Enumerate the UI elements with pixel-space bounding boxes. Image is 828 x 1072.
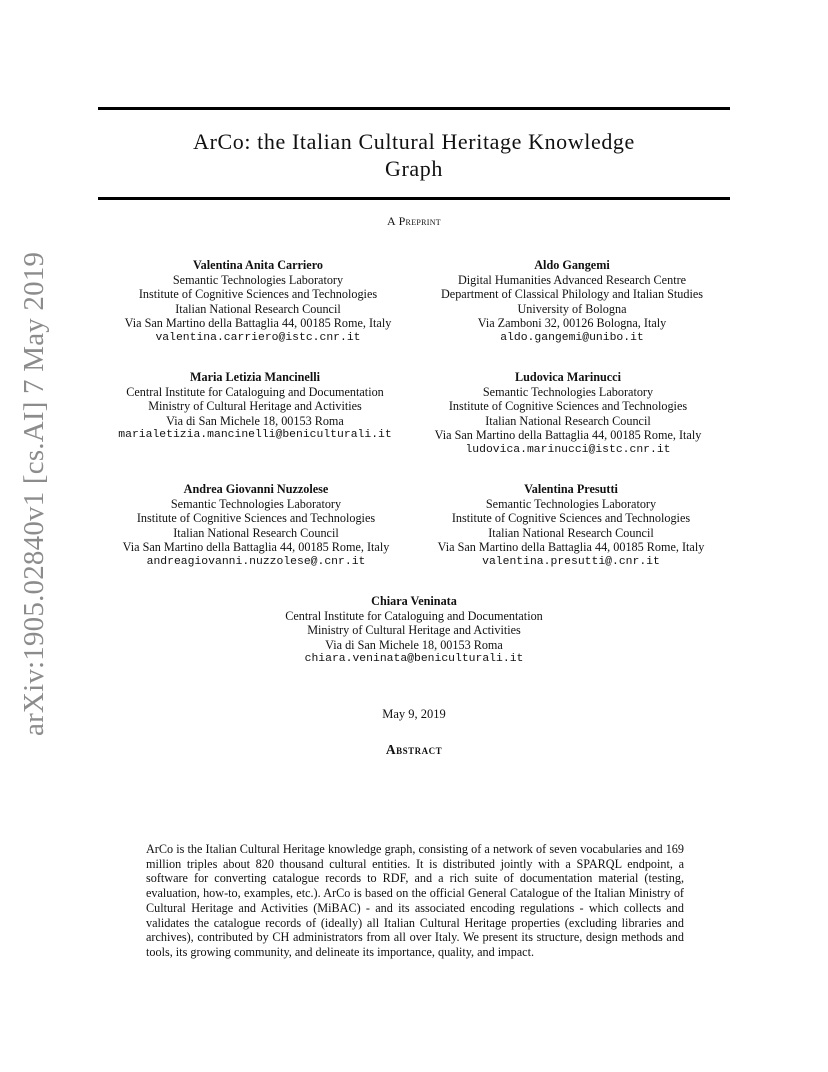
author-affiliation: University of Bologna	[517, 301, 627, 316]
author-affiliation: Institute of Cognitive Sciences and Technologies	[136, 511, 376, 526]
publication-date: May 9, 2019	[382, 707, 446, 721]
author-email[interactable]: valentina.carriero@istc.cnr.it	[155, 331, 361, 344]
paper-title-line-2: Graph	[385, 156, 443, 181]
author-address: Via San Martino della Battaglia 44, 00185 Rome, Italy	[122, 540, 390, 555]
author-affiliation: Central Institute for Cataloguing and Documentation	[285, 608, 543, 623]
author-email[interactable]: andreagiovanni.nuzzolese@.cnr.it	[146, 555, 366, 568]
author-affiliation: Italian National Research Council	[488, 525, 654, 540]
author-address: Via San Martino della Battaglia 44, 00185 Rome, Italy	[437, 540, 705, 555]
abstract-heading: Abstract	[385, 742, 443, 757]
arxiv-identifier-stamp: arXiv:1905.02840v1 [cs.AI] 7 May 2019	[18, 251, 50, 736]
author-name: Andrea Giovanni Nuzzolese	[183, 482, 329, 496]
paper-title-line-1: ArCo: the Italian Cultural Heritage Knowledge	[193, 129, 635, 154]
author-affiliation: Central Institute for Cataloguing and Documentation	[126, 384, 384, 399]
author-email[interactable]: valentina.presutti@.cnr.it	[482, 555, 660, 568]
author-block-veninata	[244, 594, 584, 667]
title-bottom-rule	[98, 197, 730, 200]
author-affiliation: Semantic Technologies Laboratory	[485, 496, 657, 511]
title-top-rule	[98, 107, 730, 110]
author-affiliation: Digital Humanities Advanced Research Centre	[457, 272, 687, 287]
author-name: Valentina Presutti	[524, 482, 618, 496]
author-block-carriero	[88, 258, 428, 346]
author-name: Aldo Gangemi	[534, 258, 610, 272]
author-address: Via di San Michele 18, 00153 Roma	[325, 637, 503, 652]
paper-title	[98, 128, 730, 182]
author-email[interactable]: marialetizia.mancinelli@beniculturali.it	[118, 429, 392, 442]
abstract-body: ArCo is the Italian Cultural Heritage knowledge graph, consisting of a network of seven vocabularies and 169 million triples about 820 thousand cultural entities. It is distributed jointly with a SPARQL endpoint, a software for converting catalogue records to RDF, and a rich suite of documentation material (testing, evaluation, how-to, examples, etc.). ArCo is based on the official General Catalogue of the Italian Ministry of Cultural Heritage and Activities (MiBAC) - and its associated encoding regulations - which collects and validates the catalogue records of (ideally) all Italian Cultural Heritage properties (excluding libraries and archives), contributed by CH administrators from all over Italy. We present its structure, design methods and tools, its growing community, and delineate its importance, quality, and impact.	[146, 842, 684, 959]
author-address: Via San Martino della Battaglia 44, 00185 Rome, Italy	[124, 316, 392, 331]
author-name: Maria Letizia Mancinelli	[190, 370, 320, 384]
author-affiliation: Institute of Cognitive Sciences and Technologies	[448, 399, 688, 414]
author-affiliation: Semantic Technologies Laboratory	[170, 496, 342, 511]
author-email[interactable]: aldo.gangemi@unibo.it	[500, 331, 644, 344]
author-email[interactable]: ludovica.marinucci@istc.cnr.it	[465, 443, 671, 456]
author-name: Ludovica Marinucci	[515, 370, 621, 384]
author-affiliation: Italian National Research Council	[485, 413, 651, 428]
author-block-nuzzolese	[86, 482, 426, 570]
author-affiliation: Semantic Technologies Laboratory	[172, 272, 344, 287]
author-address: Via di San Michele 18, 00153 Roma	[166, 413, 344, 428]
author-block-gangemi	[402, 258, 742, 346]
author-block-presutti	[401, 482, 741, 570]
preprint-label: A Preprint	[386, 214, 441, 228]
author-name: Valentina Anita Carriero	[193, 258, 323, 272]
author-affiliation: Italian National Research Council	[173, 525, 339, 540]
author-address: Via San Martino della Battaglia 44, 00185 Rome, Italy	[434, 428, 702, 443]
author-block-marinucci	[398, 370, 738, 458]
author-name: Chiara Veninata	[371, 594, 457, 608]
author-affiliation: Ministry of Cultural Heritage and Activities	[148, 399, 362, 414]
author-affiliation: Department of Classical Philology and Italian Studies	[441, 287, 703, 302]
author-affiliation: Institute of Cognitive Sciences and Technologies	[138, 287, 378, 302]
author-affiliation: Semantic Technologies Laboratory	[482, 384, 654, 399]
author-email[interactable]: chiara.veninata@beniculturali.it	[304, 653, 524, 666]
author-affiliation: Institute of Cognitive Sciences and Technologies	[451, 511, 691, 526]
author-affiliation: Ministry of Cultural Heritage and Activities	[307, 623, 521, 638]
author-block-mancinelli	[85, 370, 425, 443]
author-address: Via Zamboni 32, 00126 Bologna, Italy	[477, 316, 667, 331]
author-affiliation: Italian National Research Council	[175, 301, 341, 316]
